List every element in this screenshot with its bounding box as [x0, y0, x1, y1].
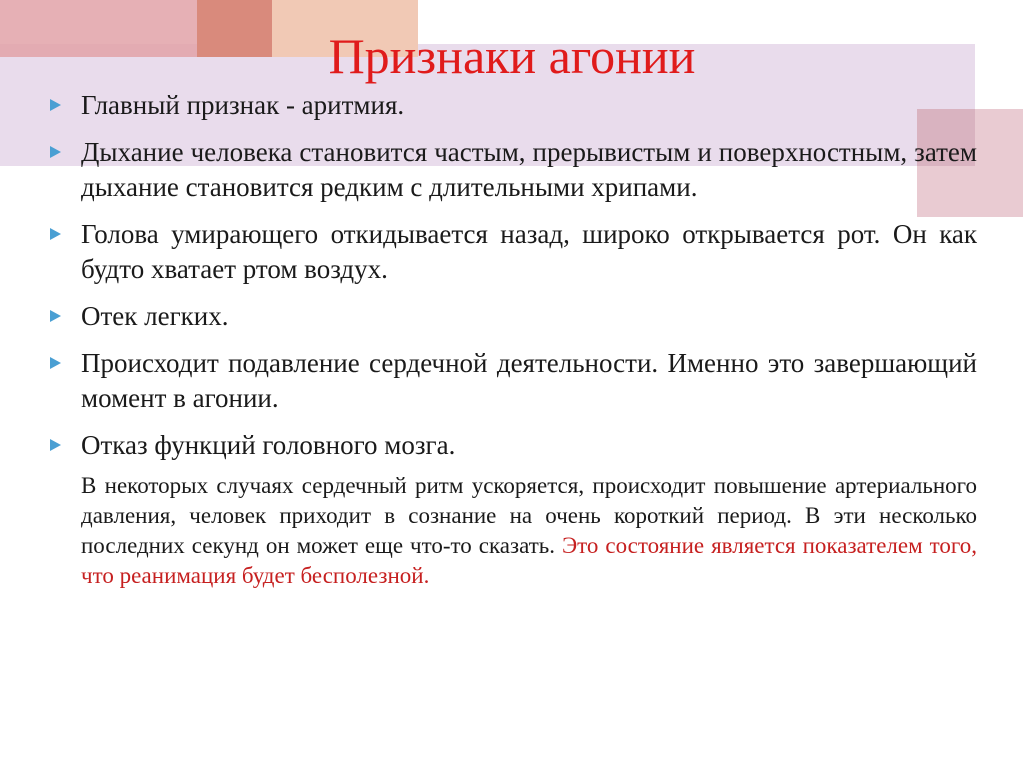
bullet-text: Отек легких. [81, 301, 229, 331]
triangle-bullet-icon [50, 439, 61, 451]
bullet-item [50, 299, 977, 334]
bullet-item [50, 428, 977, 463]
note-text: В некоторых случаях сердечный ритм ускоряется, происходит повышение артериального давления, человек приходит в сознание на очень короткий период. В эти несколько последних секунд он может еще что-то сказать. [81, 473, 977, 558]
bullet-item [50, 346, 977, 416]
bullet-text: Голова умирающего откидывается назад, широко открывается рот. Он как будто хватает ртом воздух. [81, 219, 977, 284]
bullet-item [50, 217, 977, 287]
slide-body [50, 88, 977, 591]
triangle-bullet-icon [50, 357, 61, 369]
bullet-text: Дыхание человека становится частым, прерывистым и поверхностным, затем дыхание становится редким с длительными хрипами. [81, 137, 977, 202]
bullet-item [50, 135, 977, 205]
triangle-bullet-icon [50, 99, 61, 111]
slide-title: Признаки агонии [328, 28, 696, 84]
triangle-bullet-icon [50, 228, 61, 240]
note-paragraph [81, 471, 977, 591]
triangle-bullet-icon [50, 146, 61, 158]
note-highlight: Это состояние является показателем того, что реанимация будет бесполезной. [81, 533, 977, 588]
bullet-text: Отказ функций головного мозга. [81, 430, 456, 460]
bullet-text: Главный признак - аритмия. [81, 90, 405, 120]
bullet-text: Происходит подавление сердечной деятельности. Именно это завершающий момент в агонии. [81, 348, 977, 413]
bullet-item [50, 88, 977, 123]
triangle-bullet-icon [50, 310, 61, 322]
